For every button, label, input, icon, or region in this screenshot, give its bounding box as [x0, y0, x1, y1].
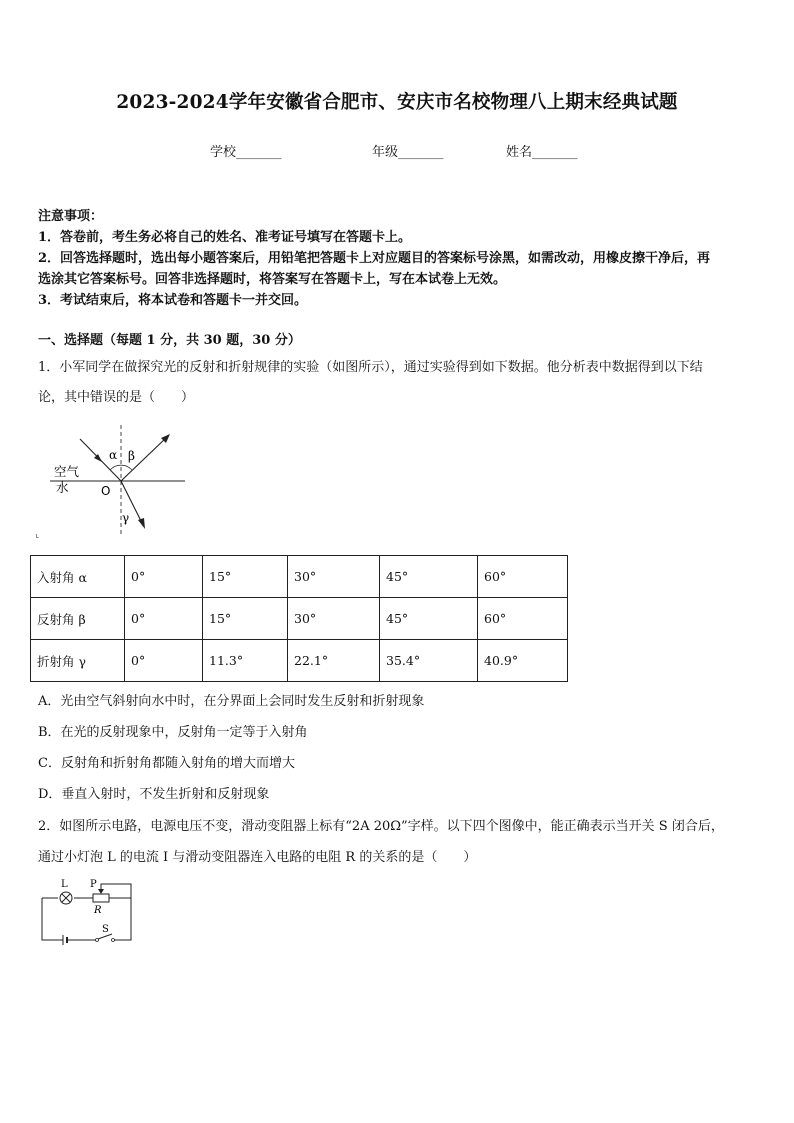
wire-left: [42, 898, 63, 940]
table-cell: 30°: [288, 556, 380, 598]
table-cell: 折射角 γ: [31, 640, 125, 682]
switch-label: S: [102, 924, 109, 935]
table-cell: 22.1°: [288, 640, 380, 682]
notice-item: 选涂其它答案标号。回答非选择题时，将答案写在答题卡上，写在本试卷上无效。: [38, 272, 507, 287]
table-cell: 35.4°: [380, 640, 478, 682]
resistor-label: R: [94, 905, 102, 916]
table-cell: 45°: [380, 556, 478, 598]
notice-item: 3．考试结束后，将本试卷和答题卡一并交回。: [38, 293, 308, 308]
air-label: 空气: [54, 464, 80, 479]
table-cell: 15°: [203, 556, 288, 598]
school-field: 学校_______: [210, 145, 282, 160]
table-cell: 入射角 α: [31, 556, 125, 598]
option-d: D．垂直入射时，不发生折射和反射现象: [38, 787, 270, 802]
question-2-text: 通过小灯泡 L 的电流 I 与滑动变阻器连入电路的电阻 R 的关系的是（ ）: [38, 850, 477, 865]
refraction-figure: [30, 415, 200, 545]
option-a: A．光由空气斜射向水中时，在分界面上会同时发生反射和折射现象: [38, 694, 425, 709]
option-b: B．在光的反射现象中，反射角一定等于入射角: [38, 725, 308, 740]
table-row: [31, 556, 568, 598]
lamp-label: L: [61, 879, 68, 890]
table-cell: 反射角 β: [31, 598, 125, 640]
water-label: 水: [56, 480, 69, 495]
origin-label: O: [101, 484, 111, 498]
table-cell: 45°: [380, 598, 478, 640]
option-c: C．反射角和折射角都随入射角的增大而增大: [38, 756, 295, 771]
question-1-text: 论，其中错误的是（ ）: [38, 390, 195, 405]
refracted-arrow: [138, 518, 145, 529]
notice-item: 2．回答选择题时，选出每小题答案后，用铅笔把答题卡上对应题目的答案标号涂黑，如需改动，用橡皮擦干净后，再: [38, 251, 711, 266]
resistor-icon: [93, 894, 109, 902]
notice-heading: 注意事项：: [38, 209, 104, 224]
section-heading: 一、选择题（每题 1 分，共 30 题，30 分）: [38, 333, 301, 348]
table-cell: 30°: [288, 598, 380, 640]
table-cell: 0°: [125, 556, 203, 598]
table-cell: 60°: [478, 556, 568, 598]
alpha-label: α: [109, 448, 118, 462]
table-cell: 11.3°: [203, 640, 288, 682]
name-field: 姓名_______: [506, 145, 578, 160]
table-row: [31, 598, 568, 640]
table-cell: 15°: [203, 598, 288, 640]
gamma-label: γ: [122, 511, 130, 525]
slider-arrow-icon: [98, 889, 104, 894]
circuit-figure: [36, 874, 146, 950]
slider-label: P: [90, 879, 97, 890]
wire-right: [109, 898, 131, 940]
table-cell: 40.9°: [478, 640, 568, 682]
angle-table: [30, 555, 568, 682]
question-2-text: 2．如图所示电路，电源电压不变，滑动变阻器上标有“2A 20Ω”字样。以下四个图像中，能正确表示当开关 S 闭合后，: [38, 819, 724, 834]
table-cell: 0°: [125, 640, 203, 682]
page-title: 2023-2024学年安徽省合肥市、安庆市名校物理八上期末经典试题: [116, 92, 678, 113]
table-cell: 60°: [478, 598, 568, 640]
table-cell: 0°: [125, 598, 203, 640]
grade-field: 年级_______: [372, 145, 444, 160]
notice-item: 1．答卷前，考生务必将自己的姓名、准考证号填写在答题卡上。: [38, 230, 412, 245]
caret-mark: ˪: [36, 531, 39, 541]
question-1-text: 1．小军同学在做探究光的反射和折射规律的实验（如图所示），通过实验得到如下数据。他分析表中数据得到以下结: [38, 360, 703, 375]
table-row: [31, 640, 568, 682]
beta-label: β: [128, 449, 135, 463]
